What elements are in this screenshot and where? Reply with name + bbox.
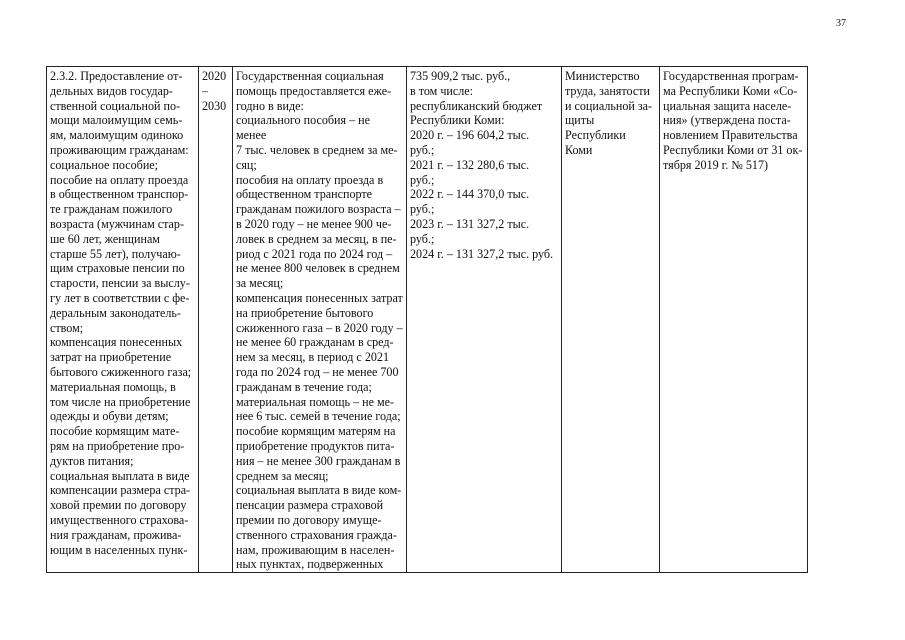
measure-line: том числе на приобретение	[50, 394, 191, 409]
result-line: нам, проживающим в населен-	[236, 542, 395, 557]
page-number: 37	[836, 18, 846, 29]
measure-line: ям, малоимущим одиноко	[50, 128, 184, 143]
result-line: годно в виде:	[236, 98, 304, 113]
result-line: сяц;	[236, 157, 257, 172]
measure-line: щим страховые пенсии по	[50, 261, 185, 276]
measure-line: старше 55 лет), получаю-	[50, 246, 181, 261]
measure-line: 2.3.2. Предоставление от-	[50, 69, 183, 83]
executor-text	[565, 69, 656, 572]
measure-line: дуктов питания;	[50, 453, 134, 468]
result-line: компенсация понесенных затрат	[236, 290, 403, 305]
measure-line: проживающим гражданам:	[50, 142, 189, 157]
measure-line: имущественного страхова-	[50, 512, 189, 527]
program-line: ния» (утверждена поста-	[663, 113, 791, 128]
result-line: в 2020 году – не менее 900 че-	[236, 216, 392, 231]
executor-line: труда, занятости	[565, 83, 650, 98]
result-line: ловек в среднем за месяц, в пе-	[236, 231, 397, 246]
measure-line: компенсации размера стра-	[50, 483, 191, 498]
result-line: приобретение продуктов пита-	[236, 438, 395, 453]
result-line: социальная выплата в виде ком-	[236, 483, 402, 498]
result-line: сжиженного газа – в 2020 году –	[236, 320, 403, 335]
measure-line: материальная помощь, в	[50, 379, 176, 394]
program-line: тября 2019 г. № 517)	[663, 157, 769, 172]
measure-line: ющим в населенных пунк-	[50, 542, 188, 557]
finance-line: 735 909,2 тыс. руб.,	[410, 69, 511, 83]
finance-line: руб.;	[410, 172, 435, 187]
finance-line: руб.;	[410, 231, 435, 246]
measure-line: рям на приобретение про-	[50, 438, 185, 453]
result-line: помощь предоставляется еже-	[236, 83, 392, 98]
result-line: гражданам в течение года;	[236, 379, 372, 394]
finance-text	[410, 69, 558, 572]
measure-line: пособие кормящим мате-	[50, 424, 180, 439]
finance-line: 2022 г. – 144 370,0 тыс.	[410, 187, 530, 202]
result-line: материальная помощь – не ме-	[236, 394, 395, 409]
measure-line: гу лет в соответствии с фе-	[50, 290, 190, 305]
result-line: нее 6 тыс. семей в течение года;	[236, 409, 401, 424]
result-line: ных пунктах, подверженных	[236, 557, 384, 572]
executor-line: Коми	[565, 142, 593, 157]
result-line: ственного страхования гражда-	[236, 527, 397, 542]
finance-line: руб.;	[410, 202, 435, 217]
finance-cell	[407, 67, 562, 573]
program-line: циальная защита населе-	[663, 98, 792, 113]
program-line: ма Республики Коми «Со-	[663, 83, 798, 98]
results-cell	[233, 67, 407, 573]
result-line: общественном транспорте	[236, 187, 373, 202]
period-text	[202, 69, 229, 572]
executor-cell	[562, 67, 660, 573]
measure-line: компенсация понесенных	[50, 335, 183, 350]
result-line: не менее 60 гражданам в сред-	[236, 335, 394, 350]
measure-line: ния гражданам, прожива-	[50, 527, 182, 542]
measure-line: деральным законодатель-	[50, 305, 181, 320]
result-line: пенсации размера страховой	[236, 498, 384, 513]
finance-line: в том числе:	[410, 83, 474, 98]
finance-line: 2020 г. – 196 604,2 тыс.	[410, 128, 530, 143]
measure-line: затрат на приобретение	[50, 350, 172, 365]
result-line: риод с 2021 года по 2024 год –	[236, 246, 393, 261]
measure-line: в общественном транспор-	[50, 187, 189, 202]
measure-line: дельных видов государ-	[50, 83, 173, 98]
finance-line: Республики Коми:	[410, 113, 505, 128]
measure-line: ством;	[50, 320, 84, 335]
result-line: 7 тыс. человек в среднем за ме-	[236, 142, 398, 157]
finance-line: 2021 г. – 132 280,6 тыс.	[410, 157, 530, 172]
program-line: Республики Коми от 31 ок-	[663, 142, 803, 157]
program-cell	[660, 67, 808, 573]
measure-line: бытового сжиженного газа;	[50, 364, 192, 379]
result-line: не менее 800 человек в среднем	[236, 261, 400, 276]
result-line: социального пособия – не менее	[236, 113, 370, 143]
result-line: пособия на оплату проезда в	[236, 172, 384, 187]
result-line: нем за месяц, в период с 2021	[236, 350, 390, 365]
program-line: новлением Правительства	[663, 128, 798, 143]
result-line: Государственная социальная	[236, 69, 384, 83]
measure-line: социальная выплата в виде	[50, 468, 190, 483]
result-line: за месяц;	[236, 276, 284, 291]
result-line: гражданам пожилого возраста –	[236, 202, 401, 217]
measure-line: мощи малоимущим семь-	[50, 113, 183, 128]
measure-line: одежды и обуви детям;	[50, 409, 169, 424]
measure-text	[50, 69, 195, 572]
program-text	[663, 69, 804, 572]
finance-line: руб.;	[410, 142, 435, 157]
finance-line: 2023 г. – 131 327,2 тыс.	[410, 216, 530, 231]
measure-line: ственной социальной по-	[50, 98, 181, 113]
finance-line: 2024 г. – 131 327,2 тыс. руб.	[410, 246, 554, 261]
executor-line: и социальной за-	[565, 98, 653, 113]
table-row	[47, 67, 808, 573]
measure-line: ше 60 лет, женщинам	[50, 231, 160, 246]
program-line: Государственная програм-	[663, 69, 799, 83]
measure-line: ховой премии по договору	[50, 498, 187, 513]
measure-line: пособие на оплату проезда	[50, 172, 189, 187]
measure-cell	[47, 67, 199, 573]
result-line: пособие кормящим матерям на	[236, 424, 396, 439]
measure-line: те гражданам пожилого	[50, 202, 173, 217]
result-line: среднем за месяц;	[236, 468, 329, 483]
period-cell	[199, 67, 233, 573]
period-line: 2030	[202, 98, 227, 113]
executor-line: Министерство	[565, 69, 640, 83]
measure-line: социальное пособие;	[50, 157, 159, 172]
results-text	[236, 69, 403, 572]
result-line: ния – не менее 300 гражданам в	[236, 453, 401, 468]
period-line: 2020 –	[202, 69, 227, 98]
result-line: года по 2024 год – не менее 700	[236, 364, 399, 379]
result-line: на приобретение бытового	[236, 305, 374, 320]
measure-line: старости, пенсии за выслу-	[50, 276, 190, 291]
program-table	[46, 66, 808, 573]
finance-line: республиканский бюджет	[410, 98, 543, 113]
result-line: премии по договору имуще-	[236, 512, 382, 527]
executor-line: щиты Республики	[565, 113, 626, 143]
measure-line: возраста (мужчинам стар-	[50, 216, 184, 231]
